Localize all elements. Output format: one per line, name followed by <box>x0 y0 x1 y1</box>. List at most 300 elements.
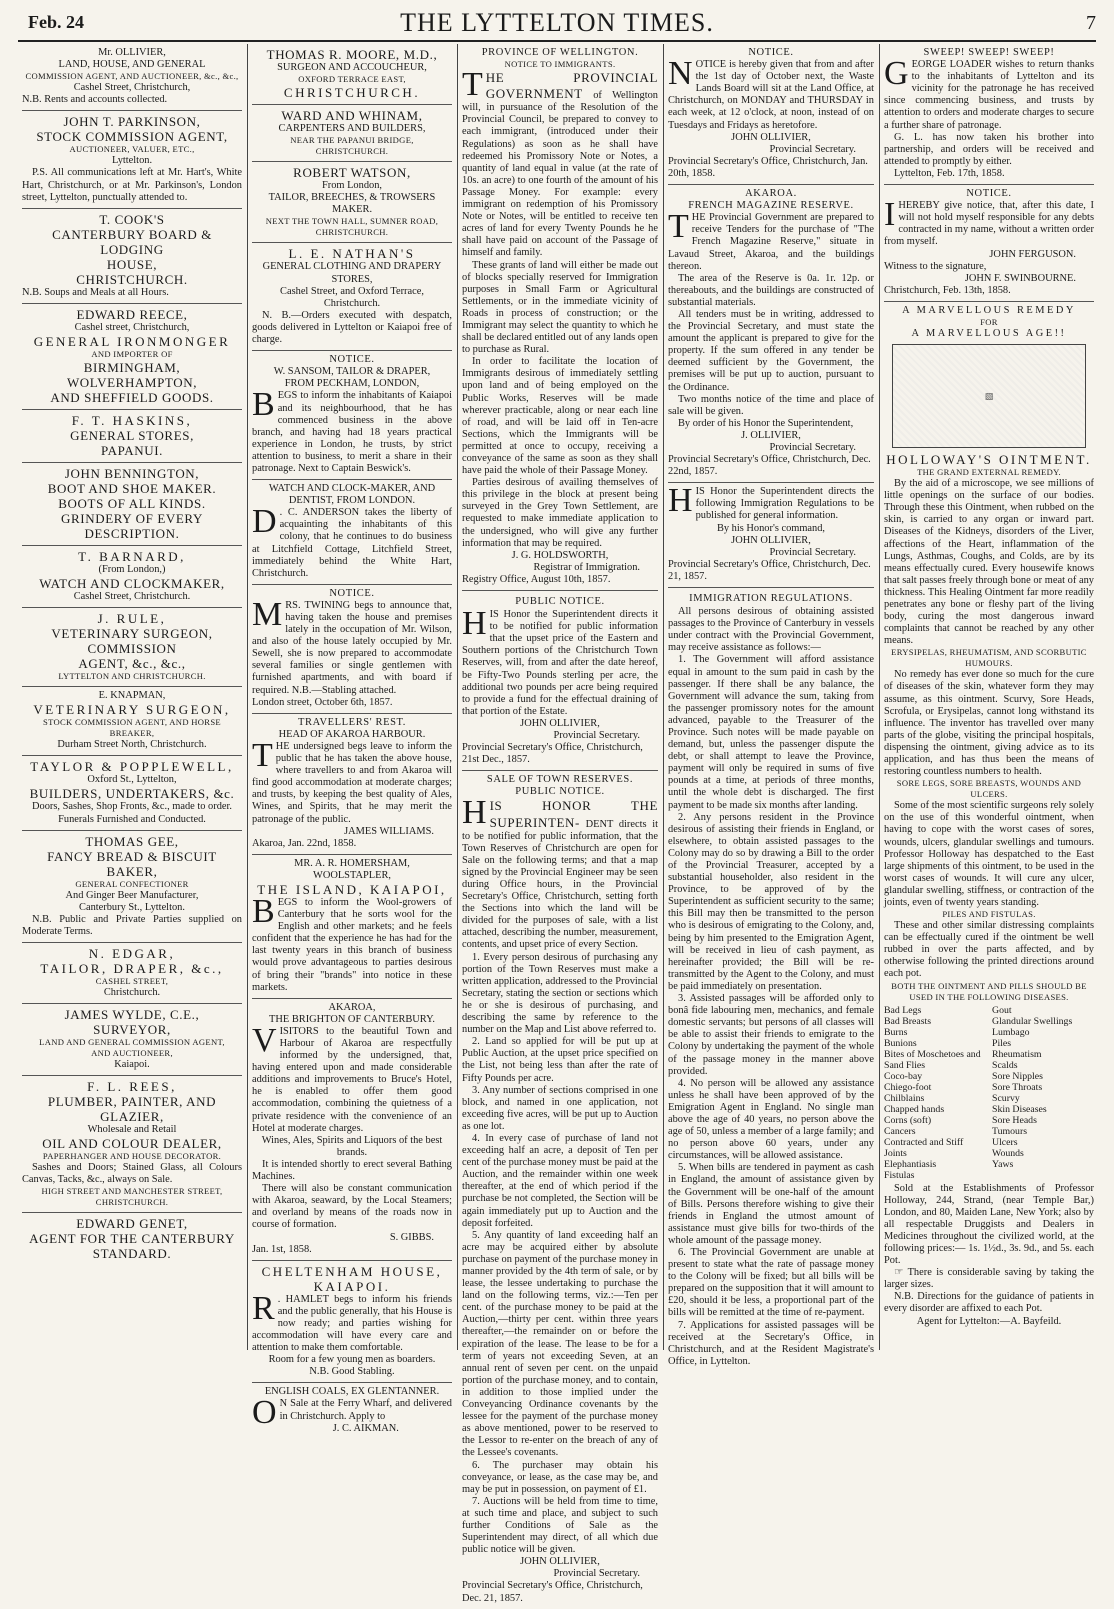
advert-line: AND SHEFFIELD GOODS. <box>50 389 214 405</box>
advert-line: PLUMBER, PAINTER, AND GLAZIER, <box>47 1094 217 1125</box>
advert-line: N.B. Soups and Meals at all Hours. <box>22 286 169 298</box>
advert-heading: AKAROA, <box>328 1001 376 1013</box>
advert-line: STOCK COMMISSION AGENT, <box>36 129 228 145</box>
advert-signature: J. C. AIKMAN. <box>332 1422 399 1434</box>
diseases-left-column <box>884 1005 986 1181</box>
notice-paragraph: 2. Any persons resident in the Province desirous of assisting their friends in England, or elsewhere, to obtain assisted passages to the Colony may do so by drawing a Bill to the order of the Provincial Treasurer, accepted by a substantial householder, also resident in the Province, to be approved of by the Superintendent as sufficient security to the same; this Bill may then be transmitted to the person who is desirous of emigrating to the Colony, and, being by him presented to the Emigration Agent, will be received in lieu of cash payment, as hereinafter provided; the Bill will be re-transmitted by the Agent to the Colony, and must be paid immediately on presentation. <box>668 811 874 992</box>
notice-subheading: NOTICE TO IMMIGRANTS. <box>504 59 616 70</box>
notice-subheading: FRENCH MAGAZINE RESERVE. <box>688 200 854 212</box>
advert-line: Cashel street, Christchurch, <box>74 321 190 333</box>
notice-body <box>884 196 1094 248</box>
advert-line: PAPERHANGER AND HOUSE DECORATOR. <box>42 1151 222 1162</box>
drop-cap: H <box>668 482 693 520</box>
advert-paragraph: N.B. Directions for the guidance of patients in every disorder are affixed to each Pot. <box>884 1291 1094 1315</box>
notice-paragraph: Witness to the signature, <box>884 260 987 272</box>
advert-wylde <box>22 1004 242 1076</box>
notice-signature-title: Provincial Secretary. <box>769 442 856 453</box>
disease-item: Chapped hands <box>884 1103 945 1115</box>
drop-cap: T <box>462 66 483 104</box>
drop-cap: B <box>252 892 275 930</box>
advert-genet <box>22 1213 242 1265</box>
notice-heading: NOTICE. <box>748 47 794 58</box>
disease-item: Bad Legs <box>884 1004 922 1016</box>
advert-body: There will also be constant communication with Akaroa, seaward, by the Local Steamers; and overland by means of the roads now in course of formation. <box>252 1183 452 1231</box>
disease-item: Gout <box>992 1004 1012 1016</box>
disease-item: Sore Throats <box>992 1081 1043 1093</box>
notice-paragraph: 3. Assisted passages will be afforded only to bonâ fide labouring men, mechanics, and female domestic servants; but persons of all classes will be able to assist their friends to emigrate to the Colony by undertaking the payment of the whole of the passage money in the manner above provided. <box>668 993 874 1077</box>
advert-line: GENERAL CLOTHING AND DRAPERY <box>262 261 442 273</box>
notice-heading: SALE OF TOWN RESERVES. <box>486 774 634 786</box>
disease-item: Bites of Moschetoes and Sand Flies <box>884 1048 981 1071</box>
notice-signature: JOHN OLLIVIER, <box>520 717 600 729</box>
advert-text: RS. TWINING begs to announce that, having taken the house and premises lately in the occupation of Mr. Wilson, and also of the house lately occupied by Mr. Sewell, she is now prepared to accommodate several families or single gentlemen with furnished apartments, and with board if required. N.B.—Stabling attached. <box>252 599 452 696</box>
advert-heading: A MARVELLOUS REMEDY <box>902 304 1076 316</box>
drop-cap: H <box>462 605 487 643</box>
advert-ollivier <box>22 44 242 111</box>
disease-item: Bunions <box>884 1037 917 1049</box>
disease-item: Wounds <box>992 1147 1024 1159</box>
page-number: 7 <box>1086 12 1096 34</box>
notice-signature: J. OLLIVIER, <box>741 429 801 441</box>
notice-paragraph: 1. Every person desirous of purchasing any portion of the Town Reserves must make a written application, addressed to the Provincial Secretary, stating the section or sections which he or she is desirous of purchasing, and describing the same by reference to the number on the Map and List above referred to. <box>462 951 658 1036</box>
notice-french-magazine-reserve <box>668 185 874 483</box>
advert-line: SURGEON AND ACCOUCHEUR, <box>277 62 427 73</box>
drop-cap: B <box>252 386 275 424</box>
drop-cap: G <box>884 55 909 93</box>
notice-body <box>668 208 874 272</box>
advert-line: BOOTS OF ALL KINDS. <box>58 495 206 511</box>
advert-nathan <box>252 243 452 351</box>
notice-text: DENT directs it to be notified for public information, that the Town Reserves of Christchurch are open for Sale on the following terms; and that a map signed by the Provincial Engineer may be seen during Office hours, in the Provincial Secretary's Office, Christchurch, setting forth the Sections into which the land will be divided for the purposes of sale, with a list attached, describing the number, measurement, contents, and upset price of every Section. <box>462 818 658 951</box>
advert-moore <box>252 44 452 105</box>
advert-text: . C. ANDERSON takes the liberty of acquainting the inhabitants of this colony, that he continues to do business at Litchfield Cottage, Litchfield Street, immediately behind the White Hart, Christchurch. <box>252 507 452 579</box>
advert-line: GENERAL IRONMONGER <box>33 333 231 349</box>
advert-line: AUCTIONEER, VALUER, ETC., <box>69 144 195 155</box>
advert-body <box>252 503 452 580</box>
notice-text: HE Provincial Government are prepared to receive Tenders for the purchase of "The French Magazine Reserve," situate in Lavaud Street, Akaroa, and the buildings thereon. <box>668 212 874 272</box>
newspaper-title: THE LYTTELTON TIMES. <box>400 8 714 37</box>
advert-line: THE ISLAND, KAIAPOI, <box>257 881 447 897</box>
advert-heading: E. KNAPMAN, <box>98 690 166 702</box>
notice-date: Registry Office, August 10th, 1857. <box>462 573 611 585</box>
advert-heading: ENGLISH COALS, EX GLENTANNER. <box>264 1386 440 1398</box>
advert-paragraph: These and other similar distressing complaints can be effectually cured if the ointment be well rubbed in over the parts affected, and by otherwise following the printed directions around each pot. <box>884 920 1094 980</box>
notice-paragraph: 2. Land so applied for will be put up at Public Auction, at the upset price specified on the List, not being less than after the rate of Fifty Pounds per acre. <box>462 1036 658 1084</box>
disease-item: Cancers <box>884 1125 916 1137</box>
advert-line: HIGH STREET AND MANCHESTER STREET, CHRISTCHURCH. <box>41 1186 223 1208</box>
diseases-list <box>884 1003 1094 1183</box>
notice-signature: JOHN OLLIVIER, <box>731 534 811 546</box>
advert-date: Lyttelton, Feb. 17th, 1858. <box>894 167 1005 179</box>
advert-akaroa-brighton <box>252 999 452 1261</box>
advert-line: GENERAL CONFECTIONER <box>75 878 189 889</box>
disease-item: Rheumatism <box>992 1048 1042 1060</box>
drop-cap: I <box>884 196 896 234</box>
notice-paragraph: The area of the Reserve is 0a. 1r. 12p. or thereabouts, and the buildings are constructed of substantial materials. <box>668 272 874 308</box>
disease-item: Yaws <box>992 1158 1014 1170</box>
notice-date: Provincial Secretary's Office, Christchurch, 21st Dec., 1857. <box>462 742 643 766</box>
disease-item: Piles <box>992 1037 1012 1049</box>
notice-signature-title: Registrar of Immigration. <box>533 561 640 573</box>
advert-subheading: ERYSIPELAS, RHEUMATISM, AND SCORBUTIC HUMOURS. <box>891 647 1087 669</box>
notice-text: IS Honor the Superintendent directs it to be notified for public information that the upset price of the Eastern and Southern portions of the Christchurch Town Reserves, will, from and after the date hereof, be Fifty-Two Pounds sterling per acre, the additional two pounds per acre being required to provide a fund for the effectual draining of that portion of the Estate. <box>462 609 658 717</box>
column-4 <box>664 44 878 1367</box>
advert-text: ISITORS to the beautiful Town and Harbour of Akaroa are respectfully informed by the undersigned, that, having entered upon and made considerable additions and improvements to Bruce's Hotel, he is enabled to offer them good accommodation, combining the quietness of a private residence with the convenience of an Hotel at moderate charges. <box>252 1025 452 1134</box>
advert-line: CHRISTCHURCH. <box>315 146 389 157</box>
column-1 <box>18 44 246 1350</box>
advert-paragraph: No remedy has ever done so much for the cure of diseases of the skin, whatever form they may assume, as this ointment. Scurvy, Sore Heads, Scrofula, or Erysipelas, cannot long withstand its influence. The inventor has travelled over many parts of the globe, visiting the principal hospitals, dispensing the ointment, giving advice as to its application, and has thus been the means of restoring countless numbers to health. <box>884 669 1094 778</box>
advert-line: Durham Street North, Christchurch. <box>57 739 207 751</box>
advert-paragraph: Sold at the Establishments of Professor Holloway, 244, Strand, (near Temple Bar,) London, and 80, Maiden Lane, New York; also by all respectable Druggists and Dealers in Medicines throughout the civilized world, at the following prices:— 1s. 1½d., 3s. 9d., and 5s. each Pot. <box>884 1182 1094 1267</box>
advert-line: TAILOR, BREECHES, & TROWSERS <box>268 192 436 204</box>
notice-lead: IS HONOR THE SUPERINTEN- <box>489 798 658 830</box>
advert-line: KAIAPOI. <box>313 1278 391 1294</box>
advert-subheading: SORE LEGS, SORE BREASTS, WOUNDS AND ULCERS. <box>896 778 1082 800</box>
advert-heading: N. EDGAR, <box>88 945 176 961</box>
disease-item: Ulcers <box>992 1136 1018 1148</box>
advert-heading: NOTICE. <box>329 354 375 366</box>
advert-line: CASHEL STREET, <box>95 975 169 986</box>
drop-cap: R <box>252 1289 275 1327</box>
notice-paragraph: 6. The Provincial Government are unable at present to state what the rate of passage money to the Colony will be fixed; but all bills will be prepared on the supposition that it will amount to £20, should it be less, a proportional part of the bills will be remitted at the time of re-payment. <box>668 1247 874 1319</box>
advert-travellers-rest <box>252 714 452 855</box>
disease-item: Chiego-foot <box>884 1081 932 1093</box>
advert-line: VETERINARY SURGEON, <box>33 702 231 718</box>
disease-item: Burns <box>884 1026 908 1038</box>
advert-line: From London, <box>321 180 383 192</box>
notice-text: HEREBY give notice, that, after this date, I will not hold myself responsible for any debts contracted in my name, without a written order from myself. <box>884 200 1094 248</box>
advert-line: GRINDERY OF EVERY DESCRIPTION. <box>61 510 203 541</box>
disease-item: Bad Breasts <box>884 1015 932 1027</box>
advert-line: Funerals Furnished and Conducted. <box>58 813 206 825</box>
advert-line: WATCH AND CLOCKMAKER, <box>39 576 225 592</box>
advert-text: HE undersigned begs leave to inform the public that he has taken the above house, where travellers to and from Akaroa will find good accommodation at moderate charges; and trusts, by keeping the best quality of Ales, Wines, and Spirits, that he may merit the patronage of the public. <box>252 740 452 825</box>
advert-line: Christchurch. <box>103 986 161 998</box>
advert-heading: T. COOK'S <box>99 211 165 227</box>
advert-heading: THOMAS R. MOORE, M.D., <box>266 47 438 62</box>
notice-paragraph: 7. Applications for assisted passages will be received at the Secretary's Office, in Christchurch, and at the Resident Magistrate's Office, in Lyttelton. <box>668 1319 874 1367</box>
advert-heading: T. BARNARD, <box>78 548 186 564</box>
notice-date: Provincial Secretary's Office, Christchurch, Jan. 20th, 1858. <box>668 155 868 179</box>
advert-line: FOR <box>980 316 998 327</box>
masthead-rule <box>18 40 1096 42</box>
advert-heading: F. L. REES, <box>87 1079 177 1095</box>
disease-item: Lumbago <box>992 1026 1030 1038</box>
advert-line: STORES, <box>331 273 373 285</box>
advert-line: N.B. Public and Private Parties supplied on Moderate Terms. <box>22 913 242 937</box>
notice-subheading: PUBLIC NOTICE. <box>515 786 605 798</box>
advert-line: N.B. Good Stabling. <box>309 1366 395 1378</box>
advert-text: EGS to inform the inhabitants of Kaiapoi and its neighbourhood, that he has commenced business in the above branch, and having had 18 years practical experience in London, he trusts, by strict attention to business, to merit a share in their patronage. Next to Captain Beswick's. <box>252 390 452 474</box>
advert-line: STOCK COMMISSION AGENT, AND HORSE <box>43 717 221 728</box>
advert-cheltenham <box>252 1261 452 1384</box>
notice-text: OTICE is hereby given that from and after the 1st day of October next, the Waste Lands Board will sit at the Land Office, at Christchurch, on MONDAY and THURSDAY in each week, at 12 o'clock, at noon, instead of on Tuesdays and Fridays as heretofore. <box>668 59 874 131</box>
disease-item: Sore Heads <box>992 1114 1037 1126</box>
advert-heading: SWEEP! SWEEP! SWEEP! <box>923 47 1055 58</box>
notice-signature-title: Provincial Secretary. <box>769 546 856 558</box>
advert-line: W. SANSOM, TAILOR & DRAPER, <box>273 366 431 378</box>
advert-body <box>884 55 1094 132</box>
notice-town-reserves-price <box>462 591 658 771</box>
notice-ferguson <box>884 185 1094 302</box>
advert-line: LAND, HOUSE, AND GENERAL <box>58 59 206 71</box>
advert-paragraph: G. L. has now taken his brother into partnership, and orders will be received and attended to promptly by either. <box>884 131 1094 167</box>
advert-line: OIL AND COLOUR DEALER, <box>42 1136 222 1152</box>
advert-knapman <box>22 687 242 756</box>
advert-line: AND AUCTIONEER, <box>91 1048 173 1059</box>
notice-heading: NOTICE. <box>966 188 1012 200</box>
advert-signature: Agent for Lyttelton:—A. Bayfeild. <box>916 1315 1062 1327</box>
notice-signature: J. G. HOLDSWORTH, <box>511 549 609 561</box>
column-2 <box>248 44 456 1434</box>
advert-line: CANTERBURY BOARD & LODGING <box>52 226 212 257</box>
advert-subheading: PILES AND FISTULAS. <box>942 909 1036 920</box>
advert-line: CHRISTCHURCH. <box>76 271 188 287</box>
notice-paragraph: 7. Auctions will be held from time to time, at such time and place, and subject to such further Conditions of Sale as the Superintendent may direct, of all which due public notice will be given. <box>462 1495 658 1556</box>
advert-rule <box>22 608 242 687</box>
drop-cap: O <box>252 1394 277 1432</box>
advert-line: FANCY BREAD & BISCUIT BAKER, <box>47 848 217 879</box>
disease-item: Elephantiasis <box>884 1158 937 1170</box>
advert-haskins <box>22 410 242 463</box>
notice-paragraph: 1. The Government will afford assistance equal in amount to the sum paid in cash by the passenger. If there shall be any balance, the Government will advance the sum, taking from the passenger promissory notes for the amount advanced, payable to the Treasurer of the Province. Such notes will be made payable on demand, but, unless the passenger dispute the debt, or shall attempt to leave the Province, payment will only be required in sums of five pounds at a time, at periods of three months, until the whole debt is discharged. The first payment to be made six months after landing. <box>668 654 874 811</box>
advert-barnard <box>22 546 242 608</box>
advert-heading: MR. A. R. HOMERSHAM, <box>294 857 410 869</box>
notice-body <box>668 482 874 522</box>
advert-heading: EDWARD REECE, <box>76 306 188 322</box>
notice-paragraph: By order of his Honor the Superintendent, <box>678 417 854 429</box>
advert-heading: JOHN T. PARKINSON, <box>63 114 201 130</box>
advert-text: N Sale at the Ferry Wharf, and delivered in Christchurch. Apply to <box>279 1398 452 1422</box>
notice-paragraph: 6. The purchaser may obtain his conveyance, or lease, as the case may be, and may be put in possession, on payment of £1. <box>462 1459 658 1495</box>
advert-text: EORGE LOADER wishes to return thanks to the inhabitants of Lyttelton and its vicinity for the patronage he has received since commencing business, and trusts by attention to orders and moderate charges to secure a further share of patronage. <box>884 59 1094 131</box>
notice-heading: PROVINCE OF WELLINGTON. <box>481 47 639 58</box>
advert-line: AGENT FOR THE CANTERBURY <box>29 1231 235 1247</box>
advert-text: EGS to inform the Wool-growers of Canterbury that he sorts wool for the English and other markets; and he feels confident that the experience he has had for the last twenty years in this branch of business would prove advantageous to parties desirous of bring their "brands" into notice in these markets. <box>252 896 452 993</box>
notice-signature: JOHN OLLIVIER, <box>520 1556 600 1568</box>
advert-line: Doors, Sashes, Shop Fronts, &c., made to order. <box>32 801 233 813</box>
advert-cook <box>22 209 242 304</box>
advert-line: Cashel Street, Christchurch, <box>73 82 191 94</box>
advert-signature: JAMES WILLIAMS. <box>344 825 434 837</box>
advert-line: BOOT AND SHOE MAKER. <box>47 480 217 496</box>
notice-date: Provincial Secretary's Office, Christchurch, Dec. 21, 1857. <box>462 1580 643 1604</box>
advert-line: Cashel Street, Christchurch. <box>73 591 191 603</box>
advert-line: Wholesale and Retail <box>87 1124 177 1136</box>
advert-line: AGENT, &c., &c., <box>78 656 186 672</box>
notice-paragraph: All tenders must be in writing, addressed to the Provincial Secretary, and must state the amount the applicant is prepared to give for the property. If the sum offered in any tender be deemed sufficient by the Government, the premises will be put up to auction, pursuant to the Ordinance. <box>668 308 874 393</box>
advert-line: LYTTELTON AND CHRISTCHURCH. <box>58 671 206 682</box>
masthead <box>0 0 1114 40</box>
notice-paragraph: Parties desirous of availing themselves of this privilege in the block at present being surveyed in the Grey Town Settlement, are requested to make immediate application to the undersigned, who will give any further information that may be required. <box>462 477 658 549</box>
advert-line: MAKER. <box>331 204 373 216</box>
disease-item: Contracted and Stiff Joints <box>884 1136 964 1159</box>
advert-date: Akaroa, Jan. 22nd, 1858. <box>252 837 357 849</box>
advert-anderson <box>252 480 452 585</box>
disease-item: Scalds <box>992 1059 1018 1071</box>
advert-heading: WARD AND WHINAM, <box>281 108 423 124</box>
advert-watson <box>252 162 452 243</box>
woodcut-illustration <box>892 344 1086 448</box>
notice-heading: PUBLIC NOTICE. <box>515 596 605 608</box>
drop-cap: D <box>252 503 277 541</box>
drop-cap: T <box>668 208 689 246</box>
drop-cap: H <box>462 794 487 832</box>
advert-line: SURVEYOR, <box>93 1022 171 1038</box>
advert-body <box>252 386 452 475</box>
issue-date: Feb. 24 <box>28 12 84 32</box>
disease-item: Sore Nipples <box>992 1070 1043 1082</box>
advert-line: N.B. Rents and accounts collected. <box>22 94 168 106</box>
notice-body <box>462 794 658 951</box>
notice-heading: IMMIGRATION REGULATIONS. <box>689 593 853 605</box>
advert-paragraph: Some of the most scientific surgeons rely solely on the use of this wonderful ointment, when having to cope with the worst cases of sores, wounds, ulcers, glandular swellings and tumours. Professor Holloway has despatched to the East large shipments of this ointment, to be used in the worst cases of wounds. It will cure any ulcer, glandular swelling, stiffness, or contraction of the joints, even of twenty years standing. <box>884 800 1094 908</box>
advert-line: LAND AND GENERAL COMMISSION AGENT, <box>39 1037 225 1048</box>
advert-heading: WATCH AND CLOCK-MAKER, AND <box>268 483 436 495</box>
notice-text: of Wellington will, in pursuance of the Resolution of the Provincial Council, be prepared to convey to each immigrant, (introduced under their Regulations) as soon as he shall have redeemed his Promissory Note or Notes, a quantity of land equal in value (at the rate of 10s. an acre) to one fourth of the amount of his Passage Money. For example: every immigrant on redemption of his Promissory Note or Notes, will be entitled to receive ten acres of land for every Twenty Pounds he he shall have paid on account of the Passage of himself and family. <box>462 90 658 259</box>
advert-line: COMMISSION AGENT, AND AUCTIONEER, &c., &c., <box>25 71 239 82</box>
notice-immigration-directive <box>668 483 874 588</box>
advert-heading: THOMAS GEE, <box>85 833 179 849</box>
notice-signature-title: Provincial Secretary. <box>553 1568 640 1580</box>
advert-heading: TRAVELLERS' REST. <box>298 716 406 728</box>
notice-paragraph: Two months notice of the time and place of sale will be given. <box>668 393 874 417</box>
notice-paragraph: These grants of land will either be made out of blocks specially reserved for Immigration purposes in Small Farm or Agricultural Settlements, or in the immediate vicinity of Roads in process of construction; or the Immigrant may select the quantity to which he shall be declared entitled out of any lands open to purchase as Rural. <box>462 259 658 356</box>
advert-aikman <box>252 1383 452 1438</box>
advert-body: P.S. All communications left at Mr. Hart's, White Hart, Christchurch, or at Mr. Parkinson's, London street, Lyttelton, punctually attended to. <box>22 167 242 203</box>
advert-line: CHRISTCHURCH. <box>283 85 421 101</box>
advert-heading: CHELTENHAM HOUSE, <box>261 1263 443 1279</box>
advert-heading: JAMES WYLDE, C.E., <box>64 1007 200 1023</box>
notice-paragraph: In order to facilitate the location of Immigrants desirous of immediately settling upon land and of being employed on the Public Works, Reserves will be made wherever practicable, along or near each line of road, and will be laid off in Ten-acre Sections, which the Immigrants will be permitted at once to occupy, receiving a conveyance of the same as soon as they shall have paid the whole of their Passage Money. <box>462 356 658 477</box>
notice-body <box>462 605 658 718</box>
advert-line: HEAD OF AKAROA HARBOUR. <box>278 728 426 740</box>
advert-date: Jan. 1st, 1858. <box>252 1243 312 1255</box>
advert-line: BREAKER, <box>109 728 155 739</box>
advert-date: London street, October 6th, 1857. <box>252 696 393 708</box>
advert-paragraph: By the aid of a microscope, we see millions of little openings on the surface of our bodies. Through these this Ointment, when rubbed on the skin, is carried to any organ or inward part. Diseases of the Kidneys, disorders of the Liver, affections of the Heart, inflammation of the Lungs, Asthmas, Coughs, and Colds, are by its means effectually cured. Every housewife knows that salt passes freely through bone or meat of any thickness. This Healing Ointment far more readily penetrates any bone or fleshy part of the living body, curing the most dangerous inward complaints that cannot be reached by any other means. <box>884 478 1094 647</box>
pointing-hand-icon: ☞ <box>894 1267 904 1279</box>
advert-rees <box>22 1076 242 1213</box>
notice-paragraph: 3. Any number of sections comprised in one block, and named in one application, not exceeding five acres, will be put up to Auction as one lot. <box>462 1084 658 1132</box>
advert-body: It is intended shortly to erect several Bathing Machines. <box>252 1158 452 1183</box>
advert-heading: JOHN BENNINGTON, <box>64 465 200 481</box>
advert-line: WOOLSTAPLER, <box>313 869 391 881</box>
advert-line: STANDARD. <box>92 1246 172 1262</box>
advert-line: DENTIST, FROM LONDON. <box>288 495 416 507</box>
advert-line: (From London,) <box>98 563 166 575</box>
advert-body <box>252 736 452 826</box>
advert-reece <box>22 304 242 410</box>
advert-line: AND IMPORTER OF <box>91 348 173 359</box>
drop-cap: N <box>668 55 693 93</box>
notice-signature: JOHN OLLIVIER, <box>731 131 811 143</box>
notice-paragraph: 5. Any quantity of land exceeding half an acre may be acquired either by absolute purchase on payment of the purchase money in manner provided by the 4th term of sale, or by lease, the lessee undertaking to purchase the land on the following terms, viz.:—Ten per cent. of the purchase money to be paid at the Auction,—thirty per cent. within three years thereafter,—the remainder on or before the expiration of the lease. The lease to be for a term of years not exceeding Seven, at an annual rent of seven per cent. on the unpaid portion of the purchase money, and to contain, in addition to those implied under the Conveyancing Ordinance covenants by the lessee for the payment of the purchase money as above mentioned, power to be reserved to the Lessor to re-enter on the breach of any of the Lessee's covenants. <box>462 1229 658 1459</box>
notice-paragraph: By his Honor's command, <box>716 522 826 534</box>
advert-body <box>252 892 452 994</box>
advert-paragraph <box>884 1267 1094 1291</box>
notice-date: Provincial Secretary's Office, Christchurch, Dec. 21, 1857. <box>668 558 871 582</box>
disease-item: Glandular Swellings <box>992 1015 1073 1027</box>
advert-heading: F. T. HASKINS, <box>71 412 193 428</box>
advert-line: HOLLOWAY'S OINTMENT. <box>886 452 1092 468</box>
advert-line: Oxford St., Lyttelton, <box>87 774 177 786</box>
notice-date: Christchurch, Feb. 13th, 1858. <box>884 284 1011 296</box>
advert-line: Wines, Ales, Spirits and Liquors of the best brands. <box>261 1134 443 1158</box>
disease-item: Coco-bay <box>884 1070 923 1082</box>
notice-wellington-immigrants <box>462 44 658 591</box>
advert-heading: L. E. NATHAN'S <box>288 246 416 262</box>
advert-homersham <box>252 855 452 999</box>
notice-signature-title: Provincial Secretary. <box>769 143 856 155</box>
column-5 <box>880 44 1098 1350</box>
notice-date: Provincial Secretary's Office, Christchurch, Dec. 22nd, 1857. <box>668 454 871 478</box>
notice-text: IS Honor the Superintendent directs the following Immigration Regulations to be published for general information. <box>695 486 874 522</box>
drop-cap: V <box>252 1021 277 1059</box>
disease-item: Corns (soft) <box>884 1114 932 1126</box>
advert-line: THE GRAND EXTERNAL REMEDY. <box>917 467 1061 478</box>
advert-line: Room for a few young men as boarders. <box>268 1354 436 1366</box>
advert-sansom <box>252 351 452 480</box>
advert-line: TAILOR, DRAPER, &c., <box>40 960 224 976</box>
notice-heading: AKAROA. <box>745 188 797 200</box>
disease-item: Fistulas <box>884 1169 915 1181</box>
column-3 <box>458 44 662 1604</box>
diseases-right-column <box>992 1005 1094 1181</box>
notice-paragraph: 4. In every case of purchase of land not exceeding half an acre, a deposit of Ten per cent of the purchase money must be paid at the Auction, and the remainder within one week thereafter, at the end of which period if the purchase be not completed, the Section will be again immediately put up to Auction and the deposit forfeited. <box>462 1132 658 1229</box>
advert-line: A MARVELLOUS AGE!! <box>911 327 1067 339</box>
advert-bennington <box>22 463 242 546</box>
notice-body <box>668 55 874 132</box>
advert-gee <box>22 831 242 943</box>
notice-signature: JOHN FERGUSON. <box>989 248 1076 260</box>
advert-line: And Ginger Beer Manufacturer, <box>65 889 199 901</box>
drop-cap: M <box>252 595 283 633</box>
advert-line: OXFORD TERRACE EAST, <box>298 74 406 85</box>
advert-body <box>252 595 452 697</box>
notice-paragraph: All persons desirous of obtaining assisted passages to the Province of Canterbury in vessels under contract with the Provincial Government, may receive assistance as follows:— <box>668 606 874 654</box>
advert-text: There is considerable saving by taking the larger sizes. <box>884 1267 1094 1291</box>
advert-line: Canterbury St., Lyttelton. <box>79 901 185 913</box>
notice-waste-lands-board <box>668 44 874 185</box>
advert-line: Kaiapoi. <box>114 1059 150 1071</box>
advert-holloway <box>884 302 1094 1332</box>
advert-line: BIRMINGHAM, WOLVERHAMPTON, <box>66 359 198 390</box>
advert-line: BUILDERS, UNDERTAKERS, &c. <box>29 786 235 802</box>
advert-line: Lyttelton. <box>111 155 153 167</box>
advert-line: Cashel Street, and Oxford Terrace, Christchurch. <box>280 285 424 309</box>
disease-item: Scurvy <box>992 1092 1020 1104</box>
notice-immigration-regulations <box>668 588 874 1372</box>
notice-paragraph: 5. When bills are tendered in payment as cash in England, the amount of assistance given by the Government will be one-half of the amount of Bills. Persons therefore wishing to give their friends in England the utmost amount of assistance must give bills for two-thirds of the whole amount of the passage money. <box>668 1162 874 1246</box>
disease-item: Tumours <box>992 1125 1028 1137</box>
advert-body <box>252 1289 452 1354</box>
advert-edgar <box>22 943 242 1004</box>
advert-heading: EDWARD GENET, <box>76 1216 188 1232</box>
advert-line: GENERAL STORES, <box>70 427 194 443</box>
advert-taylor-popplewell <box>22 756 242 830</box>
notice-sale-town-reserves <box>462 771 658 1608</box>
advert-text: . HAMLET begs to inform his friends and the public generally, that his House is now ready; and parties wishing for accommodation will have every care and attention to make them comfortable. <box>252 1293 452 1354</box>
notice-lead: HE PROVINCIAL GOVERNMENT <box>485 70 658 102</box>
illustration-placeholder: ▧ <box>893 345 1085 447</box>
advert-line: Sashes and Doors; Stained Glass, all Colours Canvas, Tacks, &c., always on Sale. <box>22 1162 242 1186</box>
advert-line: PAPANUI. <box>100 442 163 458</box>
advert-line: HOUSE, <box>106 256 158 272</box>
disease-item: Chilblains <box>884 1092 925 1104</box>
advert-parkinson <box>22 111 242 208</box>
advert-line: NEXT THE TOWN HALL, SUMNER ROAD, CHRISTCHURCH. <box>265 216 439 238</box>
